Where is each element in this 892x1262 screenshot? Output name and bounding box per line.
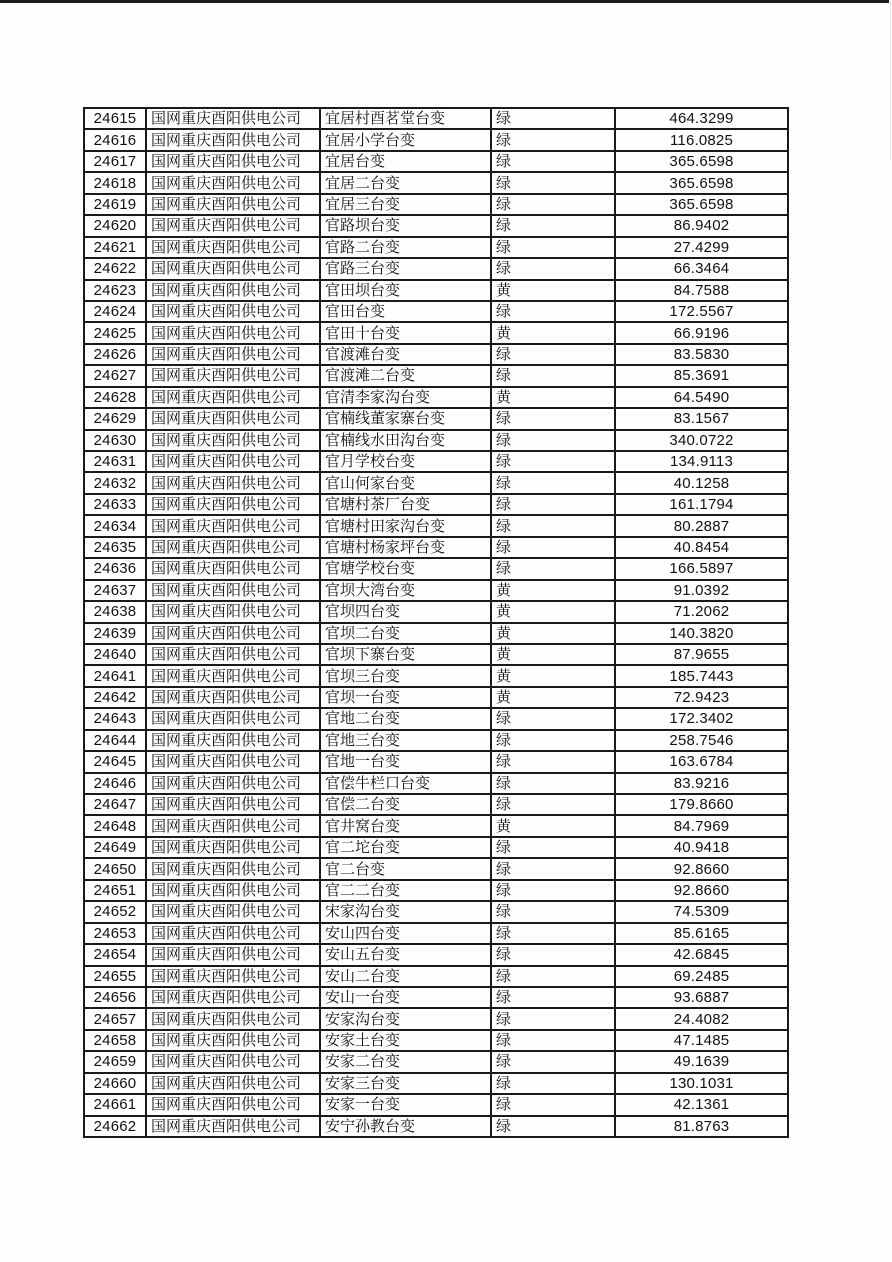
status-cell: 绿 bbox=[491, 901, 615, 922]
row-id-cell: 24616 bbox=[84, 129, 146, 150]
status-cell: 绿 bbox=[491, 708, 615, 729]
status-cell: 绿 bbox=[491, 1008, 615, 1029]
table-row bbox=[84, 794, 788, 815]
status-cell: 绿 bbox=[491, 451, 615, 472]
row-id-cell: 24618 bbox=[84, 172, 146, 193]
value-cell: 163.6784 bbox=[615, 751, 788, 772]
row-id-cell: 24661 bbox=[84, 1094, 146, 1115]
table-body bbox=[84, 108, 788, 1137]
station-cell: 宋家沟台变 bbox=[320, 901, 491, 922]
status-cell: 黄 bbox=[491, 665, 615, 686]
company-cell: 国网重庆酉阳供电公司 bbox=[146, 773, 320, 794]
value-cell: 87.9655 bbox=[615, 644, 788, 665]
status-cell: 绿 bbox=[491, 494, 615, 515]
row-id-cell: 24655 bbox=[84, 966, 146, 987]
table-row bbox=[84, 1008, 788, 1029]
value-cell: 130.1031 bbox=[615, 1073, 788, 1094]
station-cell: 官二坨台变 bbox=[320, 837, 491, 858]
table-row bbox=[84, 301, 788, 322]
station-cell: 安家三台变 bbox=[320, 1073, 491, 1094]
table-row bbox=[84, 987, 788, 1008]
status-cell: 绿 bbox=[491, 237, 615, 258]
table-row bbox=[84, 344, 788, 365]
table-row bbox=[84, 515, 788, 536]
row-id-cell: 24657 bbox=[84, 1008, 146, 1029]
value-cell: 42.1361 bbox=[615, 1094, 788, 1115]
station-cell: 官月学校台变 bbox=[320, 451, 491, 472]
table-row bbox=[84, 901, 788, 922]
value-cell: 69.2485 bbox=[615, 966, 788, 987]
row-id-cell: 24650 bbox=[84, 858, 146, 879]
status-cell: 黄 bbox=[491, 580, 615, 601]
company-cell: 国网重庆酉阳供电公司 bbox=[146, 1116, 320, 1137]
company-cell: 国网重庆酉阳供电公司 bbox=[146, 751, 320, 772]
table-row bbox=[84, 1030, 788, 1051]
row-id-cell: 24647 bbox=[84, 794, 146, 815]
value-cell: 365.6598 bbox=[615, 194, 788, 215]
company-cell: 国网重庆酉阳供电公司 bbox=[146, 687, 320, 708]
row-id-cell: 24622 bbox=[84, 258, 146, 279]
table-row bbox=[84, 751, 788, 772]
table-row bbox=[84, 451, 788, 472]
table-row bbox=[84, 815, 788, 836]
row-id-cell: 24626 bbox=[84, 344, 146, 365]
company-cell: 国网重庆酉阳供电公司 bbox=[146, 451, 320, 472]
status-cell: 绿 bbox=[491, 129, 615, 150]
table-row bbox=[84, 365, 788, 386]
value-cell: 91.0392 bbox=[615, 580, 788, 601]
company-cell: 国网重庆酉阳供电公司 bbox=[146, 172, 320, 193]
station-cell: 安山五台变 bbox=[320, 944, 491, 965]
station-cell: 官偿牛栏口台变 bbox=[320, 773, 491, 794]
status-cell: 绿 bbox=[491, 1073, 615, 1094]
value-cell: 80.2887 bbox=[615, 515, 788, 536]
company-cell: 国网重庆酉阳供电公司 bbox=[146, 1073, 320, 1094]
company-cell: 国网重庆酉阳供电公司 bbox=[146, 966, 320, 987]
station-cell: 安家一台变 bbox=[320, 1094, 491, 1115]
station-cell: 官清李家沟台变 bbox=[320, 387, 491, 408]
value-cell: 66.9196 bbox=[615, 322, 788, 343]
status-cell: 绿 bbox=[491, 301, 615, 322]
company-cell: 国网重庆酉阳供电公司 bbox=[146, 623, 320, 644]
table-row bbox=[84, 322, 788, 343]
company-cell: 国网重庆酉阳供电公司 bbox=[146, 258, 320, 279]
company-cell: 国网重庆酉阳供电公司 bbox=[146, 923, 320, 944]
row-id-cell: 24627 bbox=[84, 365, 146, 386]
company-cell: 国网重庆酉阳供电公司 bbox=[146, 322, 320, 343]
row-id-cell: 24645 bbox=[84, 751, 146, 772]
company-cell: 国网重庆酉阳供电公司 bbox=[146, 708, 320, 729]
station-cell: 宜居台变 bbox=[320, 151, 491, 172]
station-cell: 宜居二台变 bbox=[320, 172, 491, 193]
company-cell: 国网重庆酉阳供电公司 bbox=[146, 430, 320, 451]
table-row bbox=[84, 472, 788, 493]
row-id-cell: 24619 bbox=[84, 194, 146, 215]
company-cell: 国网重庆酉阳供电公司 bbox=[146, 665, 320, 686]
company-cell: 国网重庆酉阳供电公司 bbox=[146, 1008, 320, 1029]
company-cell: 国网重庆酉阳供电公司 bbox=[146, 580, 320, 601]
table-row bbox=[84, 1094, 788, 1115]
status-cell: 绿 bbox=[491, 365, 615, 386]
status-cell: 黄 bbox=[491, 815, 615, 836]
status-cell: 绿 bbox=[491, 194, 615, 215]
table-row bbox=[84, 966, 788, 987]
company-cell: 国网重庆酉阳供电公司 bbox=[146, 858, 320, 879]
page-right-edge bbox=[890, 0, 891, 160]
table-row bbox=[84, 215, 788, 236]
row-id-cell: 24620 bbox=[84, 215, 146, 236]
status-cell: 绿 bbox=[491, 558, 615, 579]
station-cell: 宜居小学台变 bbox=[320, 129, 491, 150]
company-cell: 国网重庆酉阳供电公司 bbox=[146, 537, 320, 558]
station-cell: 安山四台变 bbox=[320, 923, 491, 944]
station-cell: 安山二台变 bbox=[320, 966, 491, 987]
value-cell: 47.1485 bbox=[615, 1030, 788, 1051]
table-row bbox=[84, 280, 788, 301]
company-cell: 国网重庆酉阳供电公司 bbox=[146, 601, 320, 622]
station-cell: 宜居村酉茗堂台变 bbox=[320, 108, 491, 129]
value-cell: 172.5567 bbox=[615, 301, 788, 322]
table-row bbox=[84, 494, 788, 515]
table-row bbox=[84, 108, 788, 129]
value-cell: 83.5830 bbox=[615, 344, 788, 365]
company-cell: 国网重庆酉阳供电公司 bbox=[146, 1030, 320, 1051]
status-cell: 绿 bbox=[491, 430, 615, 451]
station-cell: 安家土台变 bbox=[320, 1030, 491, 1051]
status-cell: 绿 bbox=[491, 1051, 615, 1072]
value-cell: 161.1794 bbox=[615, 494, 788, 515]
status-cell: 绿 bbox=[491, 751, 615, 772]
table-row bbox=[84, 773, 788, 794]
status-cell: 绿 bbox=[491, 408, 615, 429]
value-cell: 86.9402 bbox=[615, 215, 788, 236]
company-cell: 国网重庆酉阳供电公司 bbox=[146, 408, 320, 429]
value-cell: 365.6598 bbox=[615, 172, 788, 193]
company-cell: 国网重庆酉阳供电公司 bbox=[146, 237, 320, 258]
row-id-cell: 24660 bbox=[84, 1073, 146, 1094]
table-row bbox=[84, 194, 788, 215]
value-cell: 85.6165 bbox=[615, 923, 788, 944]
station-cell: 官塘村杨家坪台变 bbox=[320, 537, 491, 558]
row-id-cell: 24652 bbox=[84, 901, 146, 922]
value-cell: 74.5309 bbox=[615, 901, 788, 922]
value-cell: 340.0722 bbox=[615, 430, 788, 451]
station-cell: 官二台变 bbox=[320, 858, 491, 879]
station-cell: 官坝三台变 bbox=[320, 665, 491, 686]
table-row bbox=[84, 665, 788, 686]
value-cell: 66.3464 bbox=[615, 258, 788, 279]
status-cell: 黄 bbox=[491, 322, 615, 343]
value-cell: 365.6598 bbox=[615, 151, 788, 172]
station-cell: 安家沟台变 bbox=[320, 1008, 491, 1029]
value-cell: 81.8763 bbox=[615, 1116, 788, 1137]
table-row bbox=[84, 580, 788, 601]
table-row bbox=[84, 387, 788, 408]
company-cell: 国网重庆酉阳供电公司 bbox=[146, 280, 320, 301]
value-cell: 27.4299 bbox=[615, 237, 788, 258]
value-cell: 85.3691 bbox=[615, 365, 788, 386]
transformer-table bbox=[83, 107, 789, 1138]
row-id-cell: 24643 bbox=[84, 708, 146, 729]
row-id-cell: 24625 bbox=[84, 322, 146, 343]
status-cell: 绿 bbox=[491, 773, 615, 794]
station-cell: 官塘学校台变 bbox=[320, 558, 491, 579]
value-cell: 71.2062 bbox=[615, 601, 788, 622]
value-cell: 49.1639 bbox=[615, 1051, 788, 1072]
table-row bbox=[84, 687, 788, 708]
station-cell: 官路二台变 bbox=[320, 237, 491, 258]
status-cell: 绿 bbox=[491, 880, 615, 901]
value-cell: 258.7546 bbox=[615, 730, 788, 751]
row-id-cell: 24653 bbox=[84, 923, 146, 944]
row-id-cell: 24651 bbox=[84, 880, 146, 901]
table-row bbox=[84, 558, 788, 579]
top-border-bar bbox=[0, 0, 889, 3]
station-cell: 官田台变 bbox=[320, 301, 491, 322]
company-cell: 国网重庆酉阳供电公司 bbox=[146, 730, 320, 751]
company-cell: 国网重庆酉阳供电公司 bbox=[146, 1051, 320, 1072]
row-id-cell: 24659 bbox=[84, 1051, 146, 1072]
status-cell: 绿 bbox=[491, 944, 615, 965]
value-cell: 179.8660 bbox=[615, 794, 788, 815]
status-cell: 绿 bbox=[491, 108, 615, 129]
table-row bbox=[84, 644, 788, 665]
company-cell: 国网重庆酉阳供电公司 bbox=[146, 815, 320, 836]
status-cell: 黄 bbox=[491, 644, 615, 665]
station-cell: 官渡滩台变 bbox=[320, 344, 491, 365]
value-cell: 172.3402 bbox=[615, 708, 788, 729]
status-cell: 黄 bbox=[491, 601, 615, 622]
row-id-cell: 24656 bbox=[84, 987, 146, 1008]
row-id-cell: 24648 bbox=[84, 815, 146, 836]
status-cell: 绿 bbox=[491, 344, 615, 365]
status-cell: 绿 bbox=[491, 730, 615, 751]
table-row bbox=[84, 129, 788, 150]
row-id-cell: 24635 bbox=[84, 537, 146, 558]
company-cell: 国网重庆酉阳供电公司 bbox=[146, 344, 320, 365]
table-row bbox=[84, 923, 788, 944]
station-cell: 官井窝台变 bbox=[320, 815, 491, 836]
company-cell: 国网重庆酉阳供电公司 bbox=[146, 494, 320, 515]
row-id-cell: 24649 bbox=[84, 837, 146, 858]
table-row bbox=[84, 430, 788, 451]
table-row bbox=[84, 1073, 788, 1094]
status-cell: 绿 bbox=[491, 172, 615, 193]
value-cell: 92.8660 bbox=[615, 858, 788, 879]
station-cell: 官地三台变 bbox=[320, 730, 491, 751]
table-row bbox=[84, 1051, 788, 1072]
table-container bbox=[83, 107, 789, 1138]
row-id-cell: 24658 bbox=[84, 1030, 146, 1051]
row-id-cell: 24642 bbox=[84, 687, 146, 708]
status-cell: 绿 bbox=[491, 151, 615, 172]
table-row bbox=[84, 258, 788, 279]
value-cell: 93.6887 bbox=[615, 987, 788, 1008]
value-cell: 464.3299 bbox=[615, 108, 788, 129]
row-id-cell: 24634 bbox=[84, 515, 146, 536]
station-cell: 官路坝台变 bbox=[320, 215, 491, 236]
row-id-cell: 24624 bbox=[84, 301, 146, 322]
station-cell: 安家二台变 bbox=[320, 1051, 491, 1072]
value-cell: 84.7969 bbox=[615, 815, 788, 836]
status-cell: 绿 bbox=[491, 923, 615, 944]
table-row bbox=[84, 837, 788, 858]
table-row bbox=[84, 708, 788, 729]
company-cell: 国网重庆酉阳供电公司 bbox=[146, 794, 320, 815]
row-id-cell: 24631 bbox=[84, 451, 146, 472]
company-cell: 国网重庆酉阳供电公司 bbox=[146, 987, 320, 1008]
company-cell: 国网重庆酉阳供电公司 bbox=[146, 108, 320, 129]
row-id-cell: 24640 bbox=[84, 644, 146, 665]
status-cell: 绿 bbox=[491, 1094, 615, 1115]
status-cell: 绿 bbox=[491, 858, 615, 879]
station-cell: 官坝二台变 bbox=[320, 623, 491, 644]
company-cell: 国网重庆酉阳供电公司 bbox=[146, 301, 320, 322]
station-cell: 官楠线董家寨台变 bbox=[320, 408, 491, 429]
row-id-cell: 24615 bbox=[84, 108, 146, 129]
status-cell: 黄 bbox=[491, 623, 615, 644]
status-cell: 黄 bbox=[491, 280, 615, 301]
company-cell: 国网重庆酉阳供电公司 bbox=[146, 901, 320, 922]
row-id-cell: 24621 bbox=[84, 237, 146, 258]
status-cell: 绿 bbox=[491, 1116, 615, 1137]
station-cell: 官坝四台变 bbox=[320, 601, 491, 622]
status-cell: 绿 bbox=[491, 794, 615, 815]
row-id-cell: 24629 bbox=[84, 408, 146, 429]
status-cell: 绿 bbox=[491, 215, 615, 236]
table-row bbox=[84, 408, 788, 429]
row-id-cell: 24641 bbox=[84, 665, 146, 686]
station-cell: 官坝下寨台变 bbox=[320, 644, 491, 665]
status-cell: 绿 bbox=[491, 472, 615, 493]
status-cell: 绿 bbox=[491, 987, 615, 1008]
value-cell: 40.9418 bbox=[615, 837, 788, 858]
row-id-cell: 24654 bbox=[84, 944, 146, 965]
value-cell: 134.9113 bbox=[615, 451, 788, 472]
status-cell: 黄 bbox=[491, 387, 615, 408]
station-cell: 官路三台变 bbox=[320, 258, 491, 279]
row-id-cell: 24632 bbox=[84, 472, 146, 493]
row-id-cell: 24646 bbox=[84, 773, 146, 794]
value-cell: 116.0825 bbox=[615, 129, 788, 150]
station-cell: 官坝大湾台变 bbox=[320, 580, 491, 601]
company-cell: 国网重庆酉阳供电公司 bbox=[146, 472, 320, 493]
status-cell: 黄 bbox=[491, 687, 615, 708]
station-cell: 官渡滩二台变 bbox=[320, 365, 491, 386]
value-cell: 72.9423 bbox=[615, 687, 788, 708]
value-cell: 40.8454 bbox=[615, 537, 788, 558]
company-cell: 国网重庆酉阳供电公司 bbox=[146, 129, 320, 150]
station-cell: 官田坝台变 bbox=[320, 280, 491, 301]
row-id-cell: 24623 bbox=[84, 280, 146, 301]
table-row bbox=[84, 730, 788, 751]
table-row bbox=[84, 237, 788, 258]
station-cell: 官塘村田家沟台变 bbox=[320, 515, 491, 536]
value-cell: 42.6845 bbox=[615, 944, 788, 965]
value-cell: 84.7588 bbox=[615, 280, 788, 301]
value-cell: 40.1258 bbox=[615, 472, 788, 493]
station-cell: 官地一台变 bbox=[320, 751, 491, 772]
company-cell: 国网重庆酉阳供电公司 bbox=[146, 365, 320, 386]
table-row bbox=[84, 858, 788, 879]
status-cell: 绿 bbox=[491, 537, 615, 558]
company-cell: 国网重庆酉阳供电公司 bbox=[146, 558, 320, 579]
status-cell: 绿 bbox=[491, 837, 615, 858]
station-cell: 官田十台变 bbox=[320, 322, 491, 343]
company-cell: 国网重庆酉阳供电公司 bbox=[146, 1094, 320, 1115]
table-row bbox=[84, 537, 788, 558]
company-cell: 国网重庆酉阳供电公司 bbox=[146, 944, 320, 965]
station-cell: 官塘村茶厂台变 bbox=[320, 494, 491, 515]
row-id-cell: 24617 bbox=[84, 151, 146, 172]
value-cell: 92.8660 bbox=[615, 880, 788, 901]
value-cell: 83.9216 bbox=[615, 773, 788, 794]
station-cell: 官山何家台变 bbox=[320, 472, 491, 493]
station-cell: 安宁孙教台变 bbox=[320, 1116, 491, 1137]
row-id-cell: 24644 bbox=[84, 730, 146, 751]
company-cell: 国网重庆酉阳供电公司 bbox=[146, 194, 320, 215]
status-cell: 绿 bbox=[491, 515, 615, 536]
company-cell: 国网重庆酉阳供电公司 bbox=[146, 880, 320, 901]
company-cell: 国网重庆酉阳供电公司 bbox=[146, 387, 320, 408]
company-cell: 国网重庆酉阳供电公司 bbox=[146, 215, 320, 236]
value-cell: 64.5490 bbox=[615, 387, 788, 408]
station-cell: 官二二台变 bbox=[320, 880, 491, 901]
table-row bbox=[84, 601, 788, 622]
company-cell: 国网重庆酉阳供电公司 bbox=[146, 151, 320, 172]
table-row bbox=[84, 151, 788, 172]
value-cell: 83.1567 bbox=[615, 408, 788, 429]
status-cell: 绿 bbox=[491, 258, 615, 279]
table-row bbox=[84, 623, 788, 644]
station-cell: 安山一台变 bbox=[320, 987, 491, 1008]
row-id-cell: 24630 bbox=[84, 430, 146, 451]
company-cell: 国网重庆酉阳供电公司 bbox=[146, 837, 320, 858]
table-row bbox=[84, 172, 788, 193]
station-cell: 官偿二台变 bbox=[320, 794, 491, 815]
value-cell: 24.4082 bbox=[615, 1008, 788, 1029]
row-id-cell: 24639 bbox=[84, 623, 146, 644]
station-cell: 官地二台变 bbox=[320, 708, 491, 729]
station-cell: 宜居三台变 bbox=[320, 194, 491, 215]
station-cell: 官坝一台变 bbox=[320, 687, 491, 708]
row-id-cell: 24638 bbox=[84, 601, 146, 622]
row-id-cell: 24637 bbox=[84, 580, 146, 601]
table-row bbox=[84, 1116, 788, 1137]
table-row bbox=[84, 944, 788, 965]
value-cell: 185.7443 bbox=[615, 665, 788, 686]
table-row bbox=[84, 880, 788, 901]
status-cell: 绿 bbox=[491, 1030, 615, 1051]
company-cell: 国网重庆酉阳供电公司 bbox=[146, 515, 320, 536]
value-cell: 140.3820 bbox=[615, 623, 788, 644]
station-cell: 官楠线水田沟台变 bbox=[320, 430, 491, 451]
row-id-cell: 24628 bbox=[84, 387, 146, 408]
value-cell: 166.5897 bbox=[615, 558, 788, 579]
company-cell: 国网重庆酉阳供电公司 bbox=[146, 644, 320, 665]
row-id-cell: 24636 bbox=[84, 558, 146, 579]
row-id-cell: 24662 bbox=[84, 1116, 146, 1137]
row-id-cell: 24633 bbox=[84, 494, 146, 515]
status-cell: 绿 bbox=[491, 966, 615, 987]
